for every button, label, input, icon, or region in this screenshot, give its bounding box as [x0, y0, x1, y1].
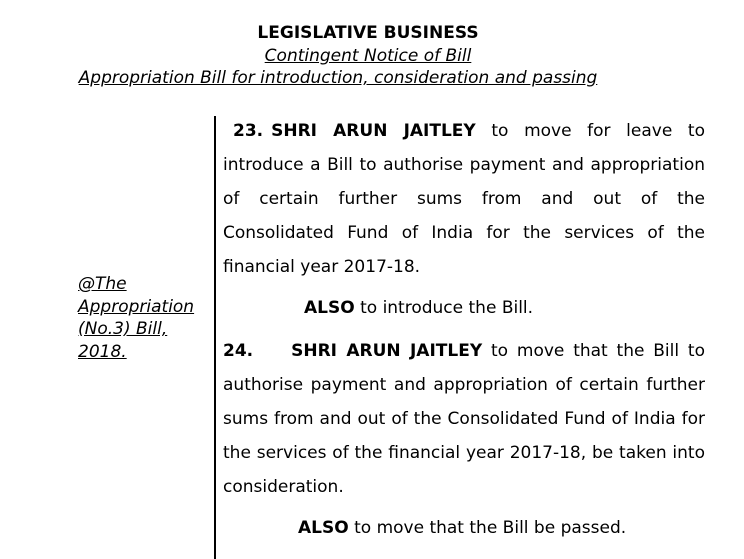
item-23-paragraph	[223, 114, 705, 284]
margin-note-line: @The	[78, 274, 127, 294]
document-subtitle-bill-purpose: Appropriation Bill for introduction, consideration and passing	[78, 68, 598, 88]
margin-note-line: Appropriation	[78, 296, 195, 317]
item-24-paragraph	[223, 334, 705, 504]
item-23-also-line	[304, 291, 533, 325]
margin-note-line: (No.3) Bill,	[78, 319, 168, 339]
item-text: to move for leave to introduce a Bill to authorise payment and appropriation of certain further sums from and out of the Consolidated Fund of India for the services of the financial year 2017-18.	[223, 121, 705, 277]
item-24-also-line	[298, 511, 626, 545]
margin-note	[78, 273, 203, 363]
margin-note-line: 2018.	[78, 341, 127, 362]
also-keyword: ALSO	[304, 298, 355, 318]
margin-divider-line	[214, 116, 216, 559]
document-title: LEGISLATIVE BUSINESS	[257, 23, 479, 43]
document-subtitle: Contingent Notice of Bill	[264, 46, 472, 66]
also-text: to introduce the Bill.	[360, 298, 534, 318]
item-number: 24.	[223, 341, 254, 361]
item-mover: SHRI ARUN JAITLEY	[291, 341, 483, 361]
also-text: to move that the Bill be passed.	[354, 518, 627, 538]
item-text: to move that the Bill to authorise payment and appropriation of certain further sums from and out of the Consolidated Fund of India for the services of the financial year 2017-18, be taken into consideration.	[223, 341, 705, 497]
also-keyword: ALSO	[298, 518, 349, 538]
item-mover: SHRI ARUN JAITLEY	[271, 121, 476, 141]
item-number: 23.	[233, 121, 264, 141]
